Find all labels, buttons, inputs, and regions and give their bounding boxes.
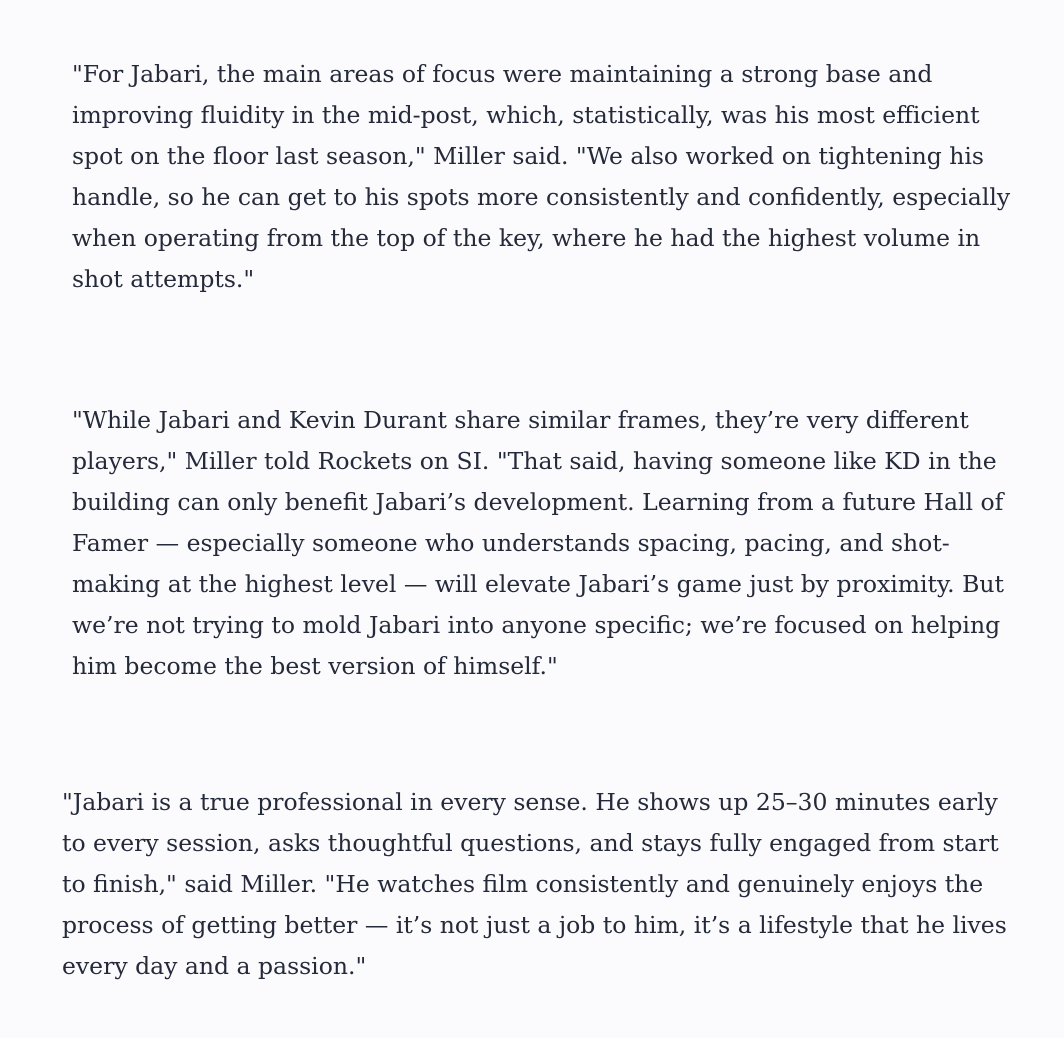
paragraph-line: "While Jabari and Kevin Durant share similar frames, they’re very different <box>72 406 969 434</box>
paragraph-line: every day and a passion." <box>62 952 367 980</box>
paragraph-line: process of getting better — it’s not just a job to him, it’s a lifestyle that he lives <box>62 911 1007 939</box>
paragraph-line: Famer — especially someone who understands spacing, pacing, and shot- <box>72 529 950 557</box>
paragraph-line: players," Miller told Rockets on SI. "That said, having someone like KD in the <box>72 447 997 475</box>
paragraph-focus-areas <box>72 54 1010 300</box>
paragraph-line: "Jabari is a true professional in every sense. He shows up 25–30 minutes early <box>62 788 998 816</box>
paragraph-line: when operating from the top of the key, where he had the highest volume in <box>72 224 981 252</box>
paragraph-line: to finish," said Miller. "He watches film consistently and genuinely enjoys the <box>62 870 984 898</box>
paragraph-line: spot on the floor last season," Miller said. "We also worked on tightening his <box>72 142 984 170</box>
paragraph-line: making at the highest level — will elevate Jabari’s game just by proximity. But <box>72 570 1004 598</box>
paragraph-line: to every session, asks thoughtful questions, and stays fully engaged from start <box>62 829 999 857</box>
paragraph-line: handle, so he can get to his spots more consistently and confidently, especially <box>72 183 1011 211</box>
paragraph-line: improving fluidity in the mid-post, which, statistically, was his most efficient <box>72 101 980 129</box>
paragraph-kevin-durant <box>72 400 1004 687</box>
paragraph-line: "For Jabari, the main areas of focus were maintaining a strong base and <box>72 60 933 88</box>
paragraph-line: shot attempts." <box>72 265 255 293</box>
paragraph-line: we’re not trying to mold Jabari into anyone specific; we’re focused on helping <box>72 611 1001 639</box>
paragraph-professionalism <box>62 782 1007 987</box>
paragraph-line: him become the best version of himself." <box>72 652 558 680</box>
paragraph-line: building can only benefit Jabari’s development. Learning from a future Hall of <box>72 488 1004 516</box>
